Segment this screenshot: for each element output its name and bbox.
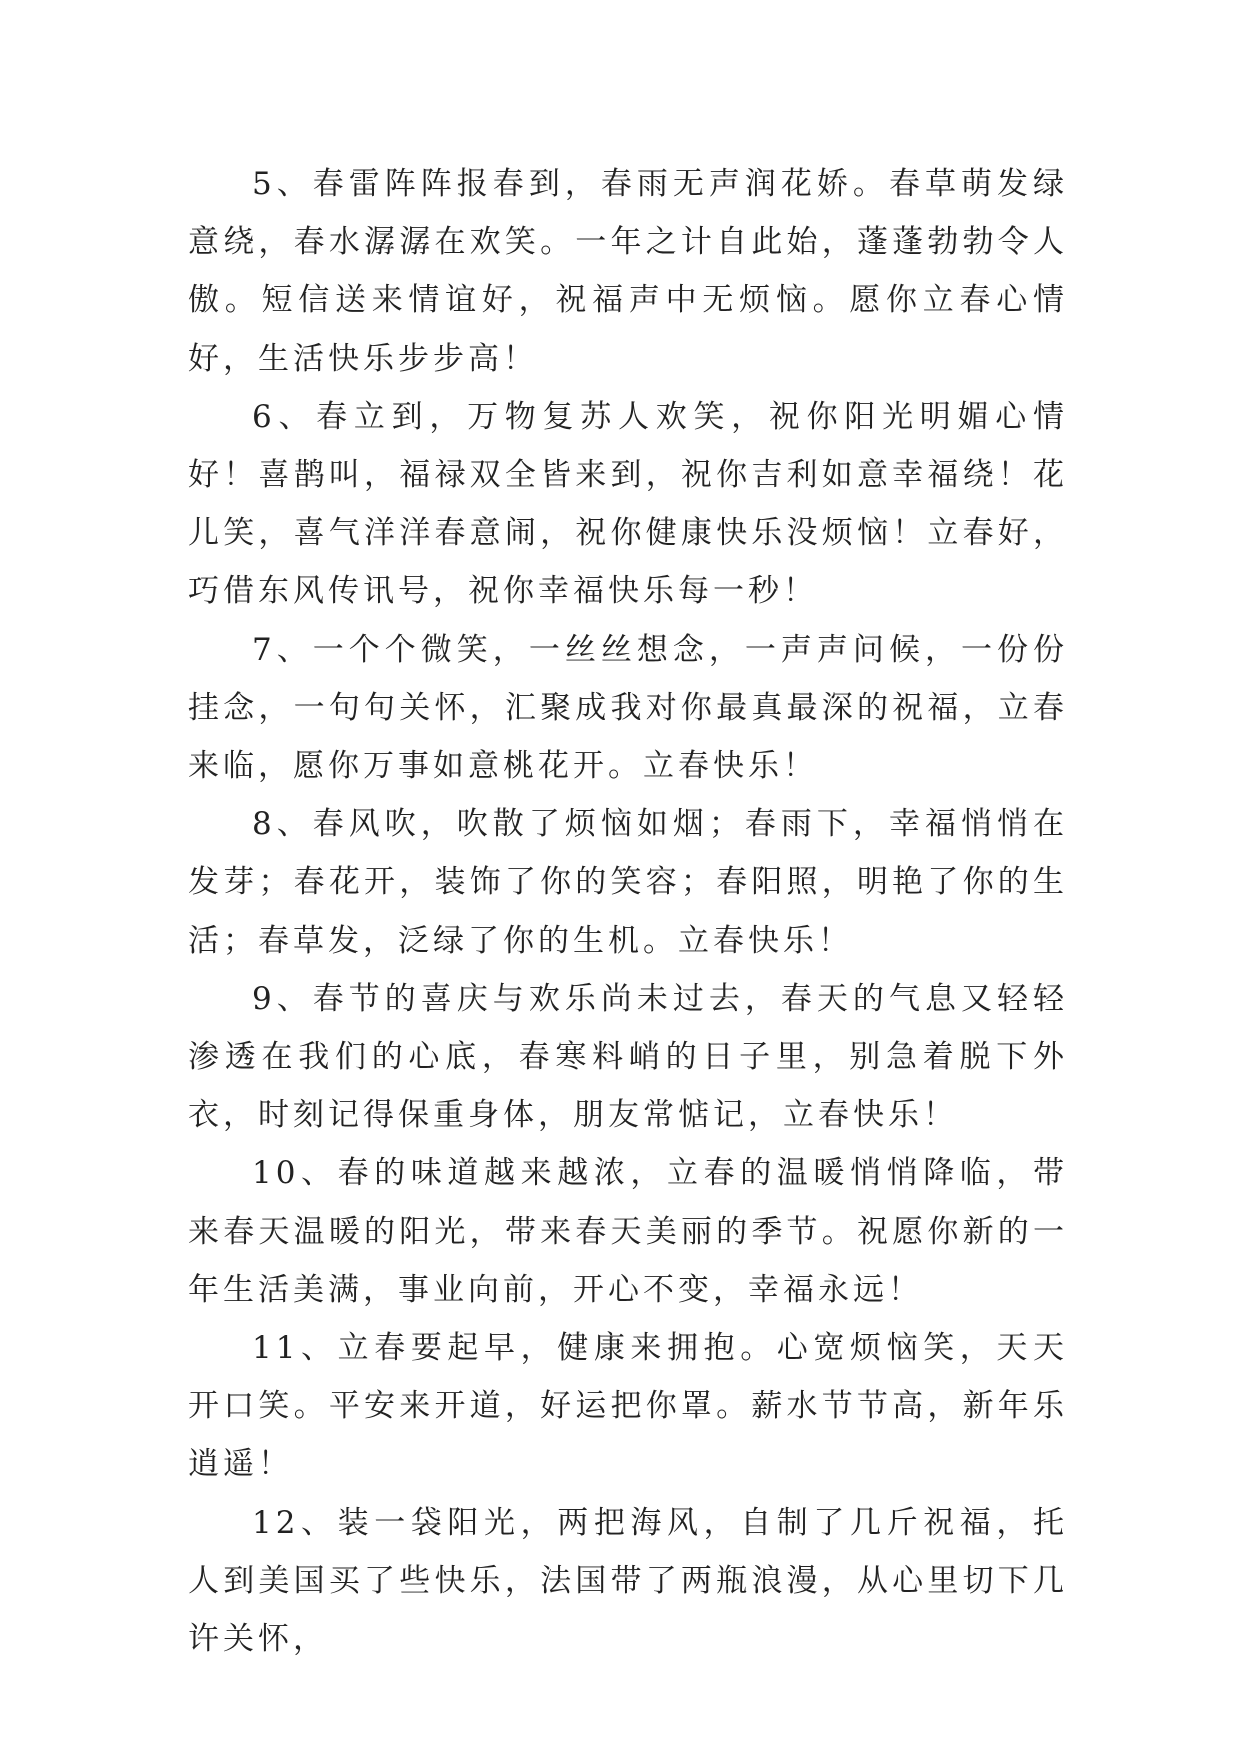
paragraph-9: 9、春节的喜庆与欢乐尚未过去，春天的气息又轻轻渗透在我们的心底，春寒料峭的日子里，别急着脱下外衣，时刻记得保重身体，朋友常惦记，立春快乐！: [188, 980, 1068, 1134]
paragraph-8: 8、春风吹，吹散了烦恼如烟；春雨下，幸福悄悄在发芽；春花开，装饰了你的笑容；春阳照，明艳了你的生活；春草发，泛绿了你的生机。立春快乐！: [188, 806, 1068, 959]
document-body: [188, 155, 1068, 1668]
paragraph-11: 11、立春要起早，健康来拥抱。心宽烦恼笑，天天开口笑。平安来开道，好运把你罩。薪水节节高，新年乐逍遥！: [188, 1330, 1068, 1483]
paragraph-10: 10、春的味道越来越浓，立春的温暖悄悄降临，带来春天温暖的阳光，带来春天美丽的季节。祝愿你新的一年生活美满，事业向前，开心不变，幸福永远！: [188, 1155, 1068, 1308]
paragraph-12: 12、装一袋阳光，两把海风，自制了几斤祝福，托人到美国买了些快乐，法国带了两瓶浪漫，从心里切下几许关怀，: [188, 1504, 1068, 1658]
paragraph-6: 6、春立到，万物复苏人欢笑，祝你阳光明媚心情好！喜鹊叫，福禄双全皆来到，祝你吉利如意幸福绕！花儿笑，喜气洋洋春意闹，祝你健康快乐没烦恼！立春好，巧借东风传讯号，祝你幸福快乐每一秒！: [188, 398, 1068, 610]
paragraph-7: 7、一个个微笑，一丝丝想念，一声声问候，一份份挂念，一句句关怀，汇聚成我对你最真最深的祝福，立春来临，愿你万事如意桃花开。立春快乐！: [188, 631, 1068, 785]
paragraph-5: 5、春雷阵阵报春到，春雨无声润花娇。春草萌发绿意绕，春水潺潺在欢笑。一年之计自此始，蓬蓬勃勃令人傲。短信送来情谊好，祝福声中无烦恼。愿你立春心情好，生活快乐步步高！: [188, 166, 1068, 377]
